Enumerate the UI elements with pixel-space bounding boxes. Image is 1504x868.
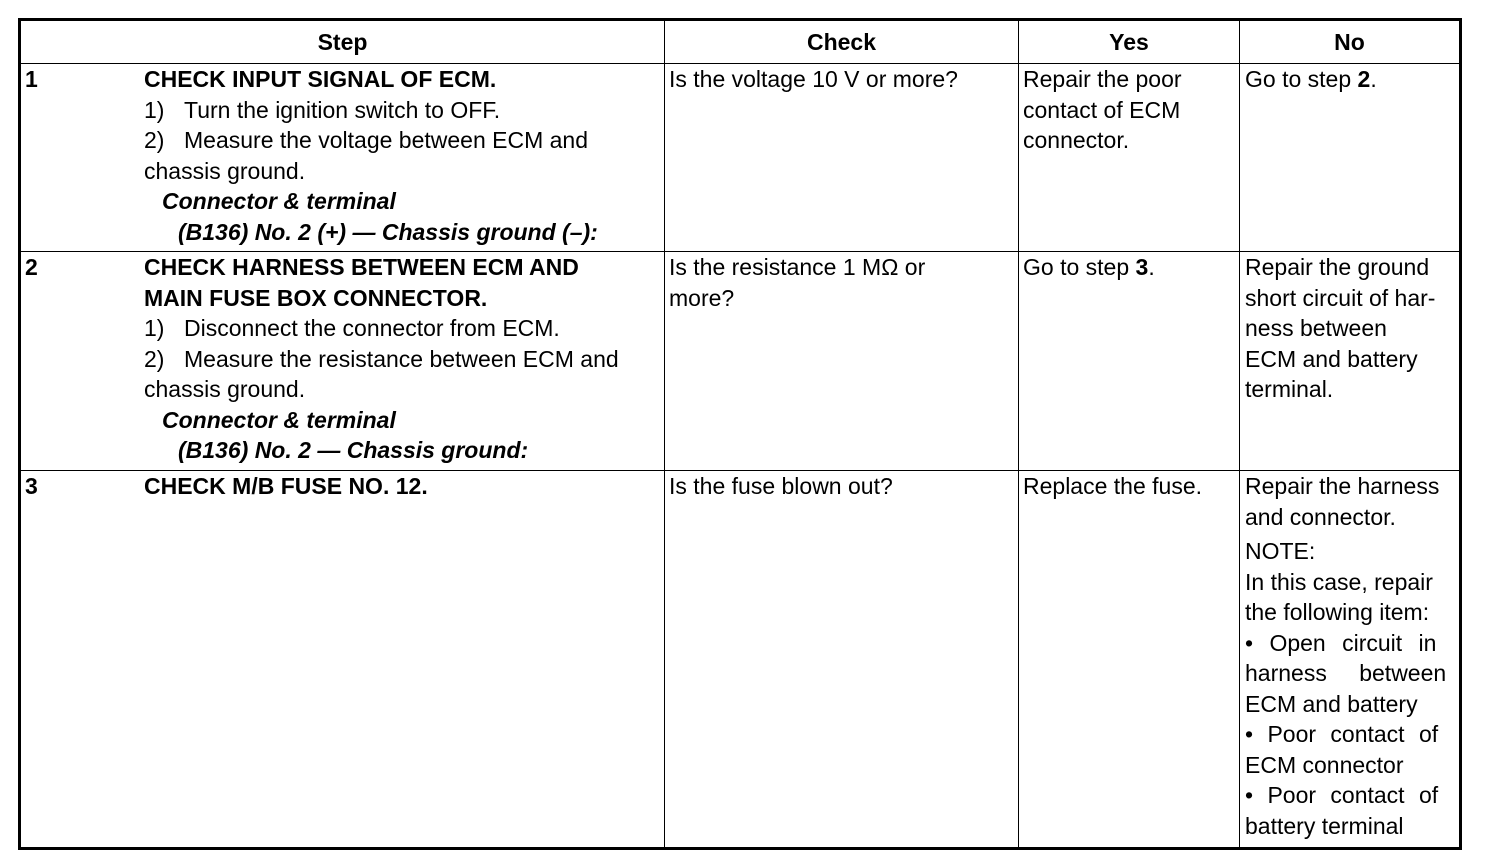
step-title: CHECK M/B FUSE NO. 12.	[144, 473, 428, 499]
connector-value: (B136) No. 2 (+) — Chassis ground (–):	[178, 218, 598, 245]
no-text-suffix: .	[1370, 66, 1377, 92]
no-text-line: and connector.	[1245, 503, 1396, 530]
no-text-line: terminal.	[1245, 376, 1334, 402]
step-item	[144, 313, 658, 344]
table-row	[20, 252, 1461, 471]
no-text	[1240, 64, 1459, 95]
check-text-line: more?	[669, 284, 735, 311]
step-item-number: 1)	[144, 315, 165, 341]
check-cell	[665, 252, 1019, 471]
step-item-number: 1)	[144, 96, 165, 123]
step-title-line: MAIN FUSE BOX CONNECTOR.	[144, 284, 488, 311]
step-item-text: Turn the ignition switch to OFF.	[184, 96, 501, 123]
check-cell	[665, 471, 1019, 849]
step-item	[144, 95, 658, 126]
no-text-line: Repair the harness	[1245, 473, 1440, 499]
yes-cell	[1019, 471, 1240, 849]
bullet-item	[1245, 719, 1453, 780]
bullet-item	[1245, 628, 1453, 720]
header-step: Step	[20, 20, 665, 64]
step-body	[144, 252, 664, 466]
connector-label: Connector & terminal	[162, 406, 396, 433]
header-check: Check	[665, 20, 1019, 64]
check-text: Is the fuse blown out?	[669, 473, 893, 499]
step-number: 1	[25, 66, 38, 92]
step-cell	[20, 64, 665, 252]
table-row	[20, 471, 1461, 849]
yes-cell	[1019, 64, 1240, 252]
step-item-continuation: chassis ground.	[144, 376, 306, 402]
no-cell	[1240, 64, 1461, 252]
no-text-line: ECM and battery	[1245, 345, 1418, 372]
no-text	[1240, 252, 1459, 405]
step-body	[144, 471, 664, 502]
check-text-line: Is the resistance 1 MΩ or	[669, 254, 926, 280]
no-text-prefix: Go to step	[1245, 66, 1358, 92]
header-no: No	[1240, 20, 1461, 64]
step-number: 3	[25, 473, 38, 499]
bullet-line: ECM connector	[1245, 751, 1404, 778]
step-item	[144, 125, 658, 156]
diagnostic-table	[18, 18, 1462, 850]
step-item	[144, 344, 658, 375]
note-line: In this case, repair	[1245, 568, 1433, 595]
step-item-text: Measure the resistance between ECM and	[184, 345, 619, 372]
yes-text: Replace the fuse.	[1023, 473, 1203, 499]
no-text	[1240, 471, 1459, 841]
bullet-line: battery terminal	[1245, 812, 1404, 839]
bullet-line: ECM and battery	[1245, 690, 1418, 717]
note-label: NOTE:	[1245, 538, 1316, 564]
table-row	[20, 64, 1461, 252]
no-text-line: short circuit of har-	[1245, 284, 1436, 311]
yes-text-suffix: .	[1148, 254, 1155, 280]
yes-cell	[1019, 252, 1240, 471]
step-reference: 2	[1357, 66, 1371, 92]
check-text	[665, 252, 1018, 313]
yes-text: Repair the poor contact of ECM connector.	[1023, 66, 1182, 153]
no-text-line: Repair the ground	[1245, 254, 1430, 280]
step-item-text: Disconnect the connector from ECM.	[184, 315, 560, 341]
step-title-line: CHECK HARNESS BETWEEN ECM AND	[144, 254, 579, 280]
step-cell	[20, 252, 665, 471]
bullet-item	[1245, 780, 1453, 841]
step-cell	[20, 471, 665, 849]
step-item-number: 2)	[144, 345, 165, 372]
no-cell	[1240, 471, 1461, 849]
bullet-line: • Poor contact of	[1245, 782, 1439, 808]
yes-text-prefix: Go to step	[1023, 254, 1136, 280]
step-item-text: Measure the voltage between ECM and	[184, 127, 589, 153]
no-cell	[1240, 252, 1461, 471]
yes-text	[1019, 252, 1239, 283]
step-reference: 3	[1135, 254, 1149, 280]
check-text: Is the voltage 10 V or more?	[669, 66, 958, 92]
header-yes: Yes	[1019, 20, 1240, 64]
connector-label: Connector & terminal	[162, 188, 396, 214]
no-text-line: ness between	[1245, 315, 1387, 341]
check-cell	[665, 64, 1019, 252]
connector-value: (B136) No. 2 — Chassis ground:	[178, 437, 529, 463]
step-item-number: 2)	[144, 127, 165, 153]
bullet-line: • Poor contact of	[1245, 721, 1439, 747]
step-body	[144, 64, 664, 247]
step-item-continuation: chassis ground.	[144, 157, 306, 184]
step-title: CHECK INPUT SIGNAL OF ECM.	[144, 66, 497, 92]
bullet-line: • Open circuit in	[1245, 629, 1437, 656]
bullet-line: harness between	[1245, 660, 1447, 686]
step-number: 2	[25, 254, 38, 280]
note-line: the following item:	[1245, 599, 1430, 625]
table-header-row	[20, 20, 1461, 64]
